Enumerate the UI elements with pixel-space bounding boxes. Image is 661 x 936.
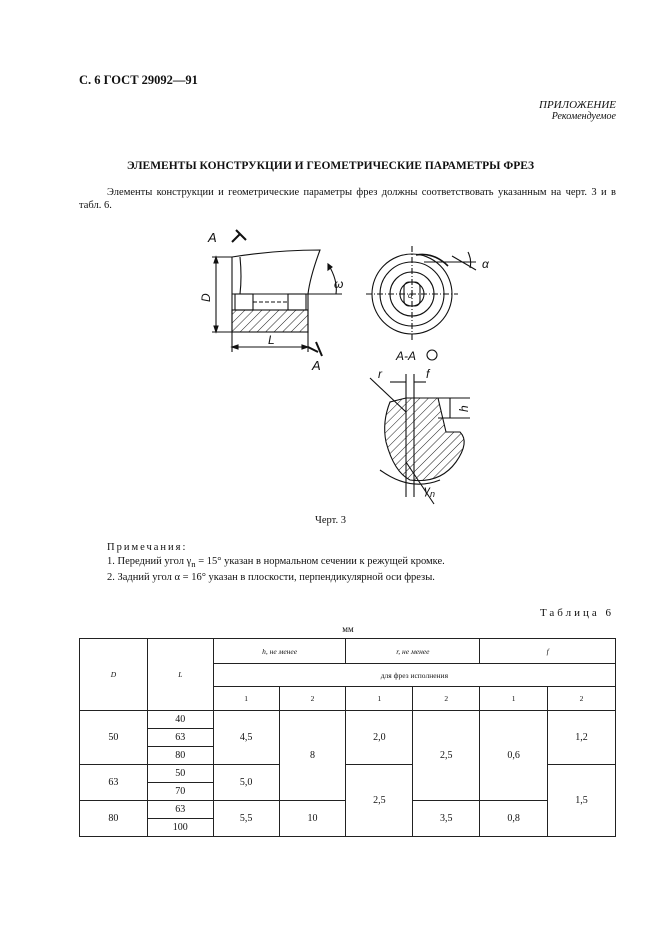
table-label: Таблица 6 — [539, 607, 614, 619]
cell-r1-b: 2,5 — [346, 765, 413, 837]
cell-h1-a: 4,5 — [213, 711, 279, 765]
label-bore: d — [408, 291, 413, 300]
label-l: L — [268, 333, 275, 347]
notes — [107, 541, 445, 585]
header-h: h, не менее — [213, 639, 346, 664]
appendix-label — [470, 100, 616, 122]
note-item: 2. Задний угол α = 16° указан в плоскости, перпендикулярной оси фрезы. — [107, 572, 435, 584]
label-section: A-A — [396, 349, 417, 363]
header-variant: для фрез исполнения — [213, 664, 615, 687]
label-f: f — [426, 367, 430, 381]
cell-l-50: 50 — [147, 765, 213, 783]
header-r-v1: 1 — [346, 687, 413, 711]
label-gamma: $\gamma_n$ — [424, 483, 436, 499]
cell-l-40: 40 — [147, 711, 213, 729]
note-item: 1. Передний угол $\gamma_n = 15^\circ$ указан в нормальном сечении к режущей кромке. — [107, 555, 445, 569]
notes-title: Примечания: — [107, 542, 188, 553]
technical-drawing — [180, 222, 500, 512]
appendix-title: ПРИЛОЖЕНИЕ — [539, 99, 616, 111]
appendix-status: Рекомендуемое — [551, 111, 616, 122]
label-alpha: α — [482, 257, 489, 271]
cell-l-63: 63 — [147, 729, 213, 747]
section-title: ЭЛЕМЕНТЫ КОНСТРУКЦИИ И ГЕОМЕТРИЧЕСКИЕ ПАРАМЕТРЫ ФРЕЗ — [126, 160, 535, 172]
figure-caption: Черт. 3 — [315, 515, 346, 526]
section-aa — [370, 350, 470, 504]
front-view — [366, 246, 476, 342]
header-d: D — [80, 639, 148, 711]
table-units: мм — [342, 624, 354, 634]
cell-d-63: 63 — [80, 765, 148, 801]
header-f-v1: 1 — [480, 687, 548, 711]
cell-l-80: 80 — [147, 747, 213, 765]
cell-f2-a: 1,2 — [548, 711, 616, 765]
label-r: r — [378, 367, 382, 381]
label-h: h — [457, 405, 471, 412]
cell-h1-b: 5,0 — [213, 765, 279, 801]
label-omega: ω — [334, 277, 344, 291]
header-r: r, не менее — [346, 639, 480, 664]
page-header: С. 6 ГОСТ 29092—91 — [79, 73, 198, 87]
parameters-table — [79, 638, 616, 837]
cell-r1-a: 2,0 — [346, 711, 413, 765]
cell-r2-a: 2,5 — [413, 711, 480, 801]
header-f-v2: 2 — [548, 687, 616, 711]
label-a-bottom: A — [312, 358, 321, 373]
header-l: L — [147, 639, 213, 711]
cell-f2-b: 1,5 — [548, 765, 616, 837]
cell-h2-a: 8 — [279, 711, 346, 801]
header-r-v2: 2 — [413, 687, 480, 711]
cell-l-63b: 63 — [147, 801, 213, 819]
label-a-top: A — [208, 230, 217, 245]
cell-f1-a: 0,6 — [480, 711, 548, 801]
cell-l-100: 100 — [147, 819, 213, 837]
cell-l-70: 70 — [147, 783, 213, 801]
cell-h1-c: 5,5 — [213, 801, 279, 837]
side-view — [212, 230, 342, 356]
header-f: f — [480, 639, 616, 664]
label-d: D — [199, 293, 213, 302]
cell-d-50: 50 — [80, 711, 148, 765]
intro-paragraph: Элементы конструкции и геометрические параметры фрез должны соответствовать указанным на черт. 3 и в табл. 6. — [79, 187, 616, 211]
cell-r2-b: 3,5 — [413, 801, 480, 837]
cell-f1-b: 0,8 — [480, 801, 548, 837]
cell-h2-b: 10 — [279, 801, 346, 837]
cell-d-80: 80 — [80, 801, 148, 837]
header-h-v2: 2 — [279, 687, 346, 711]
header-h-v1: 1 — [213, 687, 279, 711]
